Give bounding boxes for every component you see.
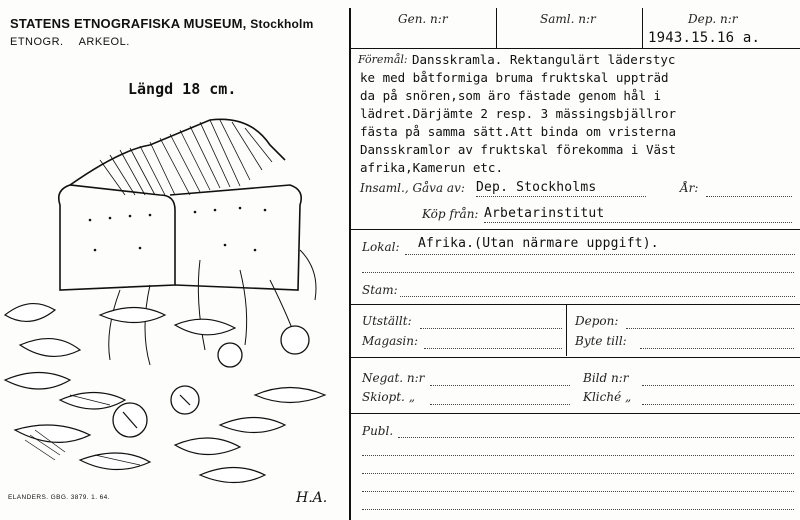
foremal-label: Föremål: <box>358 53 408 66</box>
utstallt-top-rule <box>350 304 800 305</box>
depon-rule <box>626 328 794 329</box>
insaml-rule <box>476 196 646 197</box>
stam-rule <box>400 296 795 297</box>
insaml-value: Dep. Stockholms <box>476 180 597 195</box>
department-labels <box>10 36 142 48</box>
lokal-top-rule <box>350 229 800 230</box>
lokal-rule-1 <box>405 254 795 255</box>
kop-rule <box>484 222 792 223</box>
byte-rule <box>640 348 794 349</box>
byte-label: Byte till: <box>575 334 627 348</box>
dep-nr-value: 1943.15.16 a. <box>648 30 761 46</box>
negat-label: Negat. n:r <box>362 371 425 385</box>
lokal-label: Lokal: <box>362 240 400 254</box>
length-measure: Längd 18 cm. <box>128 80 237 98</box>
bild-rule <box>642 385 794 386</box>
ar-rule <box>706 196 792 197</box>
skiopt-label: Skiopt. „ <box>362 390 415 404</box>
card-divider <box>349 8 351 520</box>
description-line-4: lädret.Därjämte 2 resp. 3 mässingsbjällror <box>360 106 677 121</box>
description-line-7: afrika,Kamerun etc. <box>360 160 503 175</box>
museum-title: STATENS ETNOGRAFISKA MUSEUM, <box>10 16 247 31</box>
magasin-label: Magasin: <box>362 334 419 348</box>
publ-rule-5 <box>362 509 794 510</box>
magasin-rule <box>424 348 562 349</box>
description-line-1: Dansskramla. Rektangulärt läderstyc <box>412 52 676 67</box>
gen-nr-label: Gen. n:r <box>398 12 448 26</box>
negat-rule <box>430 385 570 386</box>
publ-rule-2 <box>362 455 794 456</box>
description-line-3: da på snören,som äro fästade genom hål i <box>360 88 662 103</box>
bild-label: Bild n:r <box>583 371 629 385</box>
cliche-label: Kliché „ <box>583 390 632 404</box>
skiopt-rule <box>430 404 570 405</box>
utstallt-divider <box>566 304 567 356</box>
description-line-6: Dansskramlor av fruktskal förekomma i Väst <box>360 142 677 157</box>
dept-arkeol: ARKEOL. <box>78 36 130 48</box>
dep-nr-label: Dep. n:r <box>688 12 738 26</box>
publ-top-rule <box>350 413 800 414</box>
utstallt-rule <box>420 328 562 329</box>
description-line-2: ke med båtformiga bruma fruktskal uppträd <box>360 70 669 85</box>
dept-etnogr: ETNOGR. <box>10 36 64 48</box>
saml-dep-divider <box>642 8 643 48</box>
insaml-label: Insaml., Gåva av: <box>360 181 465 195</box>
artist-initials: H.A. <box>296 490 328 506</box>
museum-name <box>10 16 313 31</box>
utstallt-label: Utställt: <box>362 314 412 328</box>
depon-label: Depon: <box>575 314 619 328</box>
saml-nr-label: Saml. n:r <box>540 12 596 26</box>
stam-label: Stam: <box>362 283 398 297</box>
header-rule <box>350 48 800 49</box>
publ-rule-4 <box>362 491 794 492</box>
lokal-value: Afrika.(Utan närmare uppgift). <box>418 236 659 251</box>
ar-label: År: <box>680 181 699 195</box>
description-line-5: fästa på samma sätt.Att binda om vristerna <box>360 124 677 139</box>
object-sketch <box>0 100 345 495</box>
negat-top-rule <box>350 357 800 358</box>
publ-rule-1 <box>398 437 794 438</box>
kop-label: Köp från: <box>422 207 479 221</box>
cliche-rule <box>642 404 794 405</box>
gen-saml-divider <box>496 8 497 48</box>
publ-label: Publ. <box>362 424 394 438</box>
museum-city: Stockholm <box>250 17 314 31</box>
lokal-rule-2 <box>362 272 794 273</box>
kop-value: Arbetarinstitut <box>484 206 605 221</box>
publ-rule-3 <box>362 473 794 474</box>
printer-mark: ELANDERS. GBG. 3879. 1. 64. <box>8 494 110 501</box>
